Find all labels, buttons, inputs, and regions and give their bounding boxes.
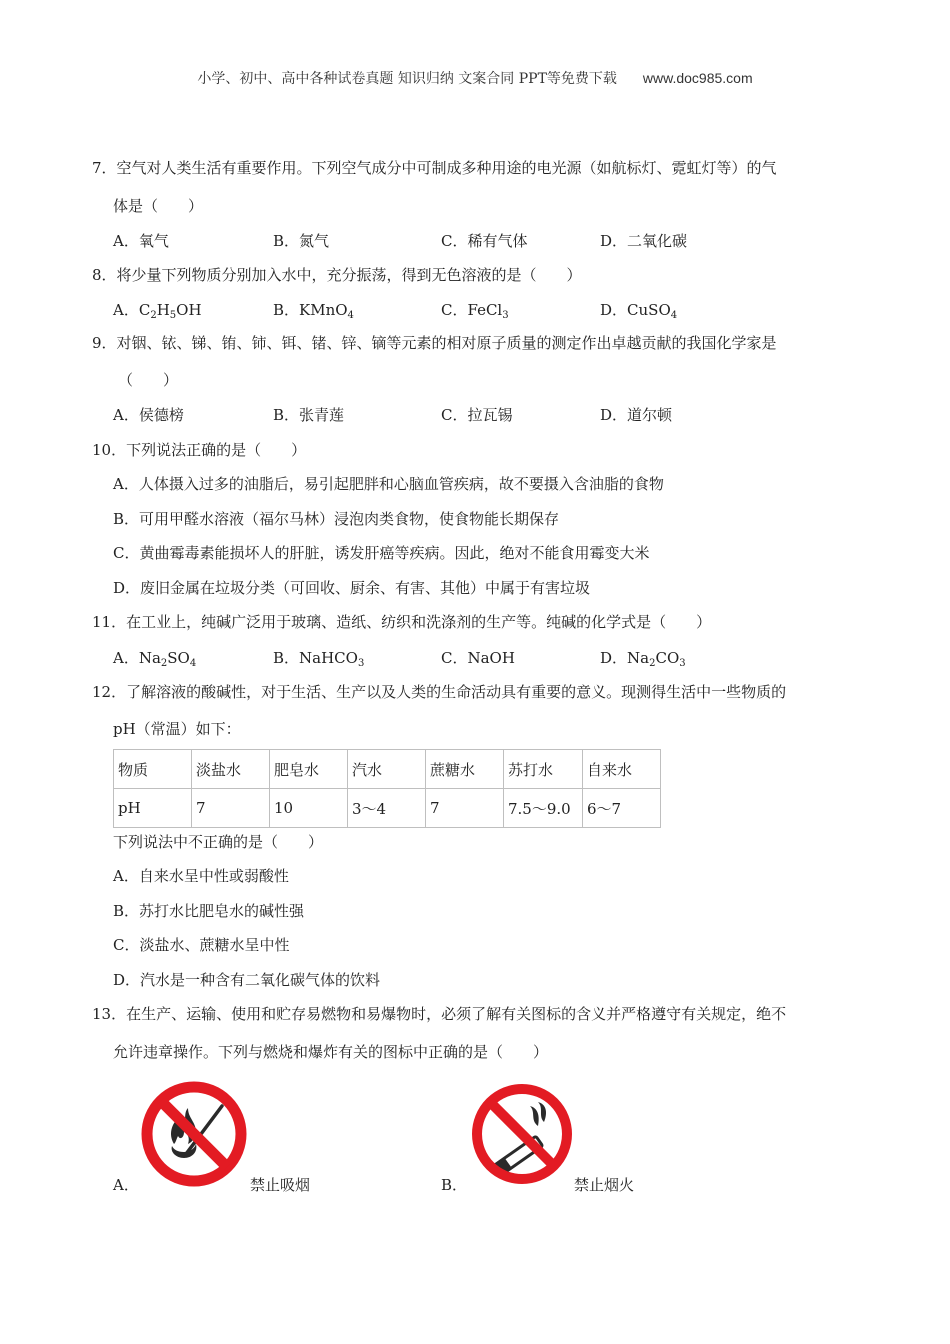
- q10-stem: 10．下列说法正确的是（ ）: [92, 441, 307, 459]
- ph-table-cell: pH: [114, 789, 192, 828]
- q10-option-d: D．废旧金属在垃圾分类（可回收、厨余、有害、其他）中属于有害垃圾: [113, 579, 591, 597]
- ph-table-cell: 6～7: [583, 789, 661, 828]
- q11-option-c: C．NaOH: [441, 649, 515, 667]
- ph-table-header-row: [114, 750, 661, 789]
- q7-option-d: D．二氧化碳: [600, 232, 688, 250]
- q12-option-a: A．自来水呈中性或弱酸性: [113, 867, 289, 885]
- q13-stem-line1: 13．在生产、运输、使用和贮存易燃物和易爆物时，必须了解有关图标的含义并严格遵守有关规定，绝不: [92, 1005, 787, 1023]
- ph-table-value-row: [114, 789, 661, 828]
- q9-option-b: B．张青莲: [273, 406, 345, 424]
- header-text: 小学、初中、高中各种试卷真题 知识归纳 文案合同 PPT等免费下载: [197, 71, 617, 87]
- q12-stem-line2: pH（常温）如下：: [113, 720, 241, 738]
- q9-stem-line2: （ ）: [118, 371, 179, 389]
- q9-option-d: D．道尔顿: [600, 406, 673, 424]
- q13-option-b-caption: 禁止烟火: [574, 1176, 635, 1194]
- header-site: www.doc985.com: [642, 70, 753, 86]
- ph-table-cell: 物质: [114, 750, 192, 789]
- q11-option-a: A．$Na_2SO_4$: [113, 649, 197, 669]
- ph-table-cell: 10: [270, 789, 348, 828]
- no-smoking-sign-icon: [468, 1080, 576, 1188]
- q11-option-b: B．NaHCO$_3$: [273, 649, 365, 669]
- q12-option-d: D．汽水是一种含有二氧化碳气体的饮料: [113, 971, 381, 989]
- q13-option-b-letter: B．: [441, 1176, 468, 1194]
- ph-table-cell: 淡盐水: [192, 750, 270, 789]
- q11-option-d: D．$Na_2CO_3$: [600, 649, 686, 669]
- q10-option-a: A．人体摄入过多的油脂后，易引起肥胖和心脑血管疾病，故不要摄入含油脂的食物: [113, 475, 664, 493]
- q7-stem-line1: 7．空气对人类生活有重要作用。下列空气成分中可制成多种用途的电光源（如航标灯、霓虹灯等）的气: [92, 159, 777, 177]
- q12-stem-line1: 12．了解溶液的酸碱性，对于生活、生产以及人类的生命活动具有重要的意义。现测得生活中一些物质的: [92, 683, 787, 701]
- q13-option-a-letter: A．: [113, 1176, 139, 1194]
- ph-table-cell: 7: [426, 789, 504, 828]
- q7-option-a: A．氧气: [113, 232, 169, 250]
- ph-table-cell: 肥皂水: [270, 750, 348, 789]
- q7-option-c: C．稀有气体: [441, 232, 528, 250]
- page-header: [0, 68, 950, 88]
- ph-table-cell: 3～4: [348, 789, 426, 828]
- q8-option-b: B．KMnO$_4$: [273, 301, 354, 321]
- q8-option-a: A．$C_2H_5OH$: [113, 301, 202, 321]
- ph-table-cell: 7: [192, 789, 270, 828]
- q12-option-c: C．淡盐水、蔗糖水呈中性: [113, 936, 290, 954]
- ph-table-cell: 自来水: [583, 750, 661, 789]
- q13-option-a-caption: 禁止吸烟: [250, 1176, 311, 1194]
- q8-stem: 8．将少量下列物质分别加入水中，充分振荡，得到无色溶液的是（ ）: [92, 266, 582, 284]
- ph-table: [113, 749, 661, 828]
- q12-prompt: 下列说法中不正确的是（ ）: [113, 833, 324, 851]
- q8-option-c: C．FeCl$_3$: [441, 301, 509, 321]
- ph-table-cell: 蔗糖水: [426, 750, 504, 789]
- q8-option-d: D．CuSO$_4$: [600, 301, 678, 321]
- no-open-flame-sign-icon: [138, 1078, 250, 1190]
- ph-table-cell: 7.5～9.0: [504, 789, 583, 828]
- q7-stem-line2: 体是（ ）: [113, 197, 204, 215]
- q10-option-b: B．可用甲醛水溶液（福尔马林）浸泡肉类食物，使食物能长期保存: [113, 510, 560, 528]
- ph-table-cell: 苏打水: [504, 750, 583, 789]
- q10-option-c: C．黄曲霉毒素能损坏人的肝脏，诱发肝癌等疾病。因此，绝对不能食用霉变大米: [113, 544, 650, 562]
- q13-stem-line2: 允许违章操作。下列与燃烧和爆炸有关的图标中正确的是（ ）: [113, 1043, 549, 1061]
- q12-option-b: B．苏打水比肥皂水的碱性强: [113, 902, 305, 920]
- q9-option-c: C．拉瓦锡: [441, 406, 513, 424]
- q9-stem-line1: 9．对铟、铱、锑、铕、铈、铒、锗、锌、镝等元素的相对原子质量的测定作出卓越贡献的我国化学家是: [92, 334, 777, 352]
- q11-stem: 11．在工业上，纯碱广泛用于玻璃、造纸、纺织和洗涤剂的生产等。纯碱的化学式是（ ）: [92, 613, 712, 631]
- ph-table-cell: 汽水: [348, 750, 426, 789]
- q9-option-a: A．侯德榜: [113, 406, 184, 424]
- q7-option-b: B．氮气: [273, 232, 330, 250]
